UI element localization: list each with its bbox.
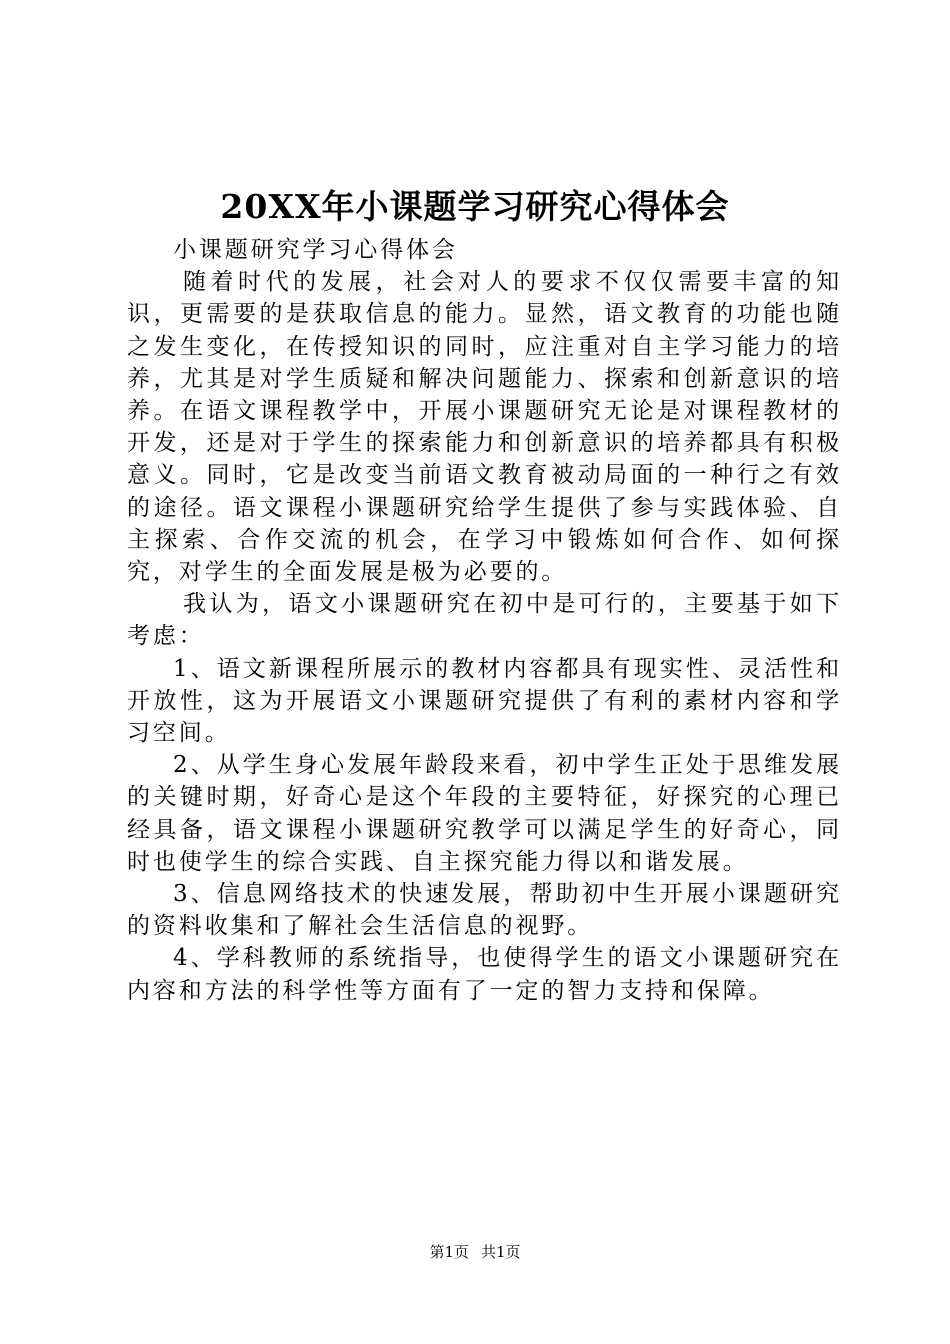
page-number: 第1页: [429, 1243, 469, 1261]
page-total: 共1页: [481, 1243, 521, 1261]
document-body: [127, 234, 842, 1007]
list-item-paragraph: 2、从学生身心发展年龄段来看，初中学生正处于思维发展的关键时期，好奇心是这个年段的主要特征，好探究的心理已经具备，语文课程小课题研究教学可以满足学生的好奇心，同时也使学生的综合实践、自主探究能力得以和谐发展。: [127, 752, 842, 875]
subtitle-paragraph: 小课题研究学习心得体会: [173, 237, 458, 263]
body-paragraph: 随着时代的发展，社会对人的要求不仅仅需要丰富的知识，更需要的是获取信息的能力。显然，语文教育的功能也随之发生变化，在传授知识的同时，应注重对自主学习能力的培养，尤其是对学生质疑和解决问题能力、探索和创新意识的培养。在语文课程教学中，开展小课题研究无论是对课程教材的开发，还是对于学生的探索能力和创新意识的培养都具有积极意义。同时，它是改变当前语文教育被动局面的一种行之有效的途径。语文课程小课题研究给学生提供了参与实践体验、自主探索、合作交流的机会，在学习中锻炼如何合作、如何探究，对学生的全面发展是极为必要的。: [127, 269, 842, 586]
list-item-paragraph: 3、信息网络技术的快速发展，帮助初中生开展小课题研究的资料收集和了解社会生活信息的视野。: [127, 881, 842, 940]
list-item-paragraph: 1、语文新课程所展示的教材内容都具有现实性、灵活性和开放性，这为开展语文小课题研究提供了有利的素材内容和学习空间。: [127, 655, 842, 747]
list-item-paragraph: 4、学科教师的系统指导，也使得学生的语文小课题研究在内容和方法的科学性等方面有了一定的智力支持和保障。: [127, 945, 842, 1004]
body-paragraph: 我认为，语文小课题研究在初中是可行的，主要基于如下考虑：: [127, 591, 842, 650]
page-footer: [0, 1240, 950, 1264]
document-title: 20XX年小课题学习研究心得体会: [220, 187, 730, 226]
